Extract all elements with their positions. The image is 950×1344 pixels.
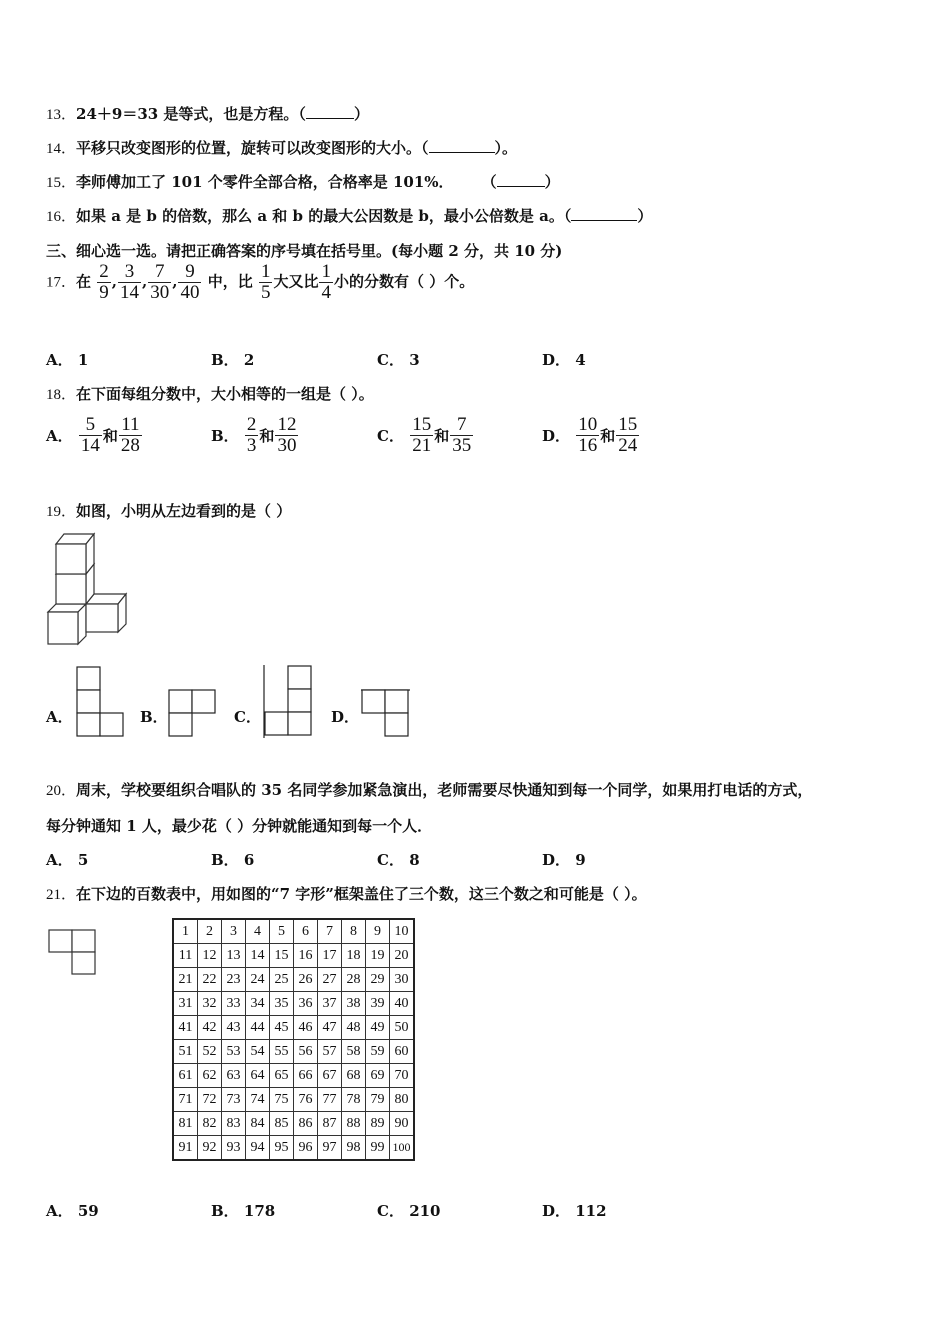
question-21: 21．在下边的百数表中，用如图的“7 字形”框架盖住了三个数，这三个数之和可能是（ ）。 (46, 885, 647, 903)
table-cell: 90 (390, 1112, 415, 1136)
option-b[interactable]: B． $\frac{2}{3}$ 和 $\frac{12}{30}$ (211, 414, 297, 456)
table-cell: 35 (270, 992, 294, 1016)
question-20: 20．周末，学校要组织合唱队的 35 名同学参加紧急演出，老师需要尽快通知到每一个同学，如果用打电话的方式， (46, 781, 813, 799)
table-cell: 57 (318, 1040, 342, 1064)
section-heading: 三、细心选一选。请把正确答案的序号填在括号里。(每小题 2 分，共 10 分) (46, 242, 563, 260)
table-cell: 19 (366, 944, 390, 968)
table-row (173, 919, 414, 944)
option-d[interactable]: D． 4 (542, 351, 586, 369)
table-cell: 30 (390, 968, 415, 992)
table-cell: 12 (198, 944, 222, 968)
table-cell: 64 (246, 1064, 270, 1088)
option-d[interactable]: D． $\frac{10}{16}$ 和 $\frac{15}{24}$ (542, 414, 638, 456)
option-a[interactable]: A． (46, 708, 73, 726)
table-cell: 85 (270, 1112, 294, 1136)
fraction: $\frac{9}{40}$ (180, 261, 200, 303)
option-b[interactable]: B． (140, 708, 168, 726)
option-c[interactable]: C． 3 (377, 351, 420, 369)
table-cell: 20 (390, 944, 415, 968)
table-cell: 95 (270, 1136, 294, 1161)
table-cell: 37 (318, 992, 342, 1016)
option-a[interactable]: A． 59 (46, 1202, 99, 1220)
table-cell: 79 (366, 1088, 390, 1112)
answer-blank[interactable] (571, 208, 637, 221)
table-cell: 93 (222, 1136, 246, 1161)
question-16: 16．如果 a 是 b 的倍数，那么 a 和 b 的最大公因数是 b，最小公倍数是 a。（ ） (46, 207, 653, 225)
question-14: 14．平移只改变图形的位置，旋转可以改变图形的大小。（ ）。 (46, 139, 518, 157)
table-cell: 78 (342, 1088, 366, 1112)
table-cell: 99 (366, 1136, 390, 1161)
table-cell: 96 (294, 1136, 318, 1161)
fraction: $\frac{11}{28}$ (120, 414, 140, 456)
table-row (173, 944, 414, 968)
seven-shape-frame-figure (48, 928, 98, 978)
table-cell: 75 (270, 1088, 294, 1112)
option-a[interactable]: A． $\frac{5}{14}$ 和 $\frac{11}{28}$ (46, 414, 140, 456)
table-cell: 67 (318, 1064, 342, 1088)
fraction: $\frac{12}{30}$ (277, 414, 297, 456)
table-cell: 9 (366, 919, 390, 944)
table-cell: 34 (246, 992, 270, 1016)
table-cell: 84 (246, 1112, 270, 1136)
table-cell: 71 (173, 1088, 198, 1112)
option-b[interactable]: B． 2 (211, 351, 255, 369)
fraction: $\frac{10}{16}$ (578, 414, 598, 456)
table-cell: 29 (366, 968, 390, 992)
answer-blank[interactable] (429, 140, 495, 153)
table-row (173, 968, 414, 992)
hundred-number-table (172, 918, 415, 1161)
table-cell: 46 (294, 1016, 318, 1040)
table-cell: 22 (198, 968, 222, 992)
table-cell: 47 (318, 1016, 342, 1040)
table-cell: 89 (366, 1112, 390, 1136)
cube-stack-figure (46, 532, 130, 646)
table-row (173, 992, 414, 1016)
table-cell: 69 (366, 1064, 390, 1088)
table-cell: 38 (342, 992, 366, 1016)
table-row (173, 1016, 414, 1040)
table-cell: 65 (270, 1064, 294, 1088)
question-17: 17．在 $\frac{2}{9}$ , $\frac{3}{14}$ , $\frac{7}{30}$ , $\frac{9}{40}$ 中，比 $\frac{1}{5}$ 大又比 $\frac{1}{4}$ 小的分数有（ ）个。 (46, 261, 475, 303)
table-cell: 4 (246, 919, 270, 944)
option-a-view-figure (76, 666, 126, 738)
option-b[interactable]: B． 6 (211, 851, 255, 869)
table-cell: 7 (318, 919, 342, 944)
table-cell: 60 (390, 1040, 415, 1064)
table-cell: 97 (318, 1136, 342, 1161)
fraction: $\frac{1}{4}$ (321, 261, 331, 303)
table-cell: 2 (198, 919, 222, 944)
table-cell: 76 (294, 1088, 318, 1112)
table-row (173, 1064, 414, 1088)
table-cell: 49 (366, 1016, 390, 1040)
table-cell: 15 (270, 944, 294, 968)
table-cell: 83 (222, 1112, 246, 1136)
table-cell: 73 (222, 1088, 246, 1112)
table-cell: 18 (342, 944, 366, 968)
table-cell: 52 (198, 1040, 222, 1064)
table-cell: 50 (390, 1016, 415, 1040)
question-20-line2: 每分钟通知 1 人，最少花（ ）分钟就能通知到每一个人． (46, 817, 433, 835)
option-d[interactable]: D． 9 (542, 851, 586, 869)
fraction: $\frac{2}{9}$ (99, 261, 109, 303)
answer-blank[interactable] (497, 174, 545, 187)
table-cell: 59 (366, 1040, 390, 1064)
table-cell: 51 (173, 1040, 198, 1064)
table-cell: 5 (270, 919, 294, 944)
table-cell: 56 (294, 1040, 318, 1064)
table-cell: 86 (294, 1112, 318, 1136)
table-cell: 63 (222, 1064, 246, 1088)
table-cell: 17 (318, 944, 342, 968)
table-cell: 39 (366, 992, 390, 1016)
table-cell: 74 (246, 1088, 270, 1112)
fraction: $\frac{7}{30}$ (150, 261, 170, 303)
table-cell: 11 (173, 944, 198, 968)
table-cell: 72 (198, 1088, 222, 1112)
table-row (173, 1112, 414, 1136)
table-cell: 26 (294, 968, 318, 992)
option-a[interactable]: A． 1 (46, 351, 89, 369)
table-cell: 40 (390, 992, 415, 1016)
table-cell: 77 (318, 1088, 342, 1112)
table-cell: 31 (173, 992, 198, 1016)
question-13: 13．24＋9＝33 是等式，也是方程。（ ） (46, 105, 369, 123)
option-c-view-figure (262, 664, 314, 740)
table-cell: 6 (294, 919, 318, 944)
table-cell: 32 (198, 992, 222, 1016)
table-cell: 21 (173, 968, 198, 992)
table-cell: 87 (318, 1112, 342, 1136)
fraction: $\frac{15}{24}$ (618, 414, 638, 456)
table-cell: 92 (198, 1136, 222, 1161)
option-b[interactable]: B． 178 (211, 1202, 276, 1220)
table-row (173, 1088, 414, 1112)
table-cell: 44 (246, 1016, 270, 1040)
table-cell: 94 (246, 1136, 270, 1161)
option-d[interactable]: D． 112 (542, 1202, 607, 1220)
table-cell: 14 (246, 944, 270, 968)
table-cell: 100 (390, 1136, 415, 1161)
option-d-view-figure (360, 688, 412, 738)
table-cell: 82 (198, 1112, 222, 1136)
option-c[interactable]: C． $\frac{15}{21}$ 和 $\frac{7}{35}$ (377, 414, 472, 456)
table-cell: 23 (222, 968, 246, 992)
question-18: 18．在下面每组分数中，大小相等的一组是（ ）。 (46, 385, 374, 403)
table-cell: 10 (390, 919, 415, 944)
fraction: $\frac{15}{21}$ (412, 414, 432, 456)
table-cell: 81 (173, 1112, 198, 1136)
table-cell: 48 (342, 1016, 366, 1040)
table-cell: 68 (342, 1064, 366, 1088)
table-cell: 98 (342, 1136, 366, 1161)
table-cell: 45 (270, 1016, 294, 1040)
answer-blank[interactable] (306, 106, 354, 119)
table-cell: 3 (222, 919, 246, 944)
table-cell: 8 (342, 919, 366, 944)
table-cell: 62 (198, 1064, 222, 1088)
table-cell: 16 (294, 944, 318, 968)
table-cell: 28 (342, 968, 366, 992)
option-c[interactable]: C． (234, 708, 261, 726)
question-19: 19．如图，小明从左边看到的是（ ） (46, 502, 292, 520)
table-cell: 33 (222, 992, 246, 1016)
table-cell: 41 (173, 1016, 198, 1040)
table-cell: 80 (390, 1088, 415, 1112)
fraction: $\frac{7}{35}$ (452, 414, 472, 456)
table-cell: 70 (390, 1064, 415, 1088)
table-cell: 1 (173, 919, 198, 944)
table-cell: 25 (270, 968, 294, 992)
table-cell: 36 (294, 992, 318, 1016)
table-cell: 27 (318, 968, 342, 992)
table-cell: 88 (342, 1112, 366, 1136)
option-b-view-figure (168, 689, 218, 739)
table-cell: 43 (222, 1016, 246, 1040)
table-cell: 13 (222, 944, 246, 968)
table-cell: 91 (173, 1136, 198, 1161)
option-c[interactable]: C． 8 (377, 851, 420, 869)
fraction: $\frac{3}{14}$ (120, 261, 139, 303)
fraction: $\frac{5}{14}$ (80, 414, 100, 456)
option-d[interactable]: D． (331, 708, 360, 726)
fraction: $\frac{1}{5}$ (260, 261, 271, 303)
table-cell: 58 (342, 1040, 366, 1064)
option-c[interactable]: C． 210 (377, 1202, 441, 1220)
table-row (173, 1040, 414, 1064)
table-cell: 55 (270, 1040, 294, 1064)
option-a[interactable]: A． 5 (46, 851, 89, 869)
table-cell: 42 (198, 1016, 222, 1040)
table-cell: 61 (173, 1064, 198, 1088)
question-15: 15．李师傅加工了 101 个零件全部合格，合格率是 101%． （ ） (46, 173, 560, 191)
table-cell: 54 (246, 1040, 270, 1064)
fraction: $\frac{2}{3}$ (246, 414, 257, 456)
table-row (173, 1136, 414, 1161)
table-cell: 66 (294, 1064, 318, 1088)
table-cell: 53 (222, 1040, 246, 1064)
table-cell: 24 (246, 968, 270, 992)
